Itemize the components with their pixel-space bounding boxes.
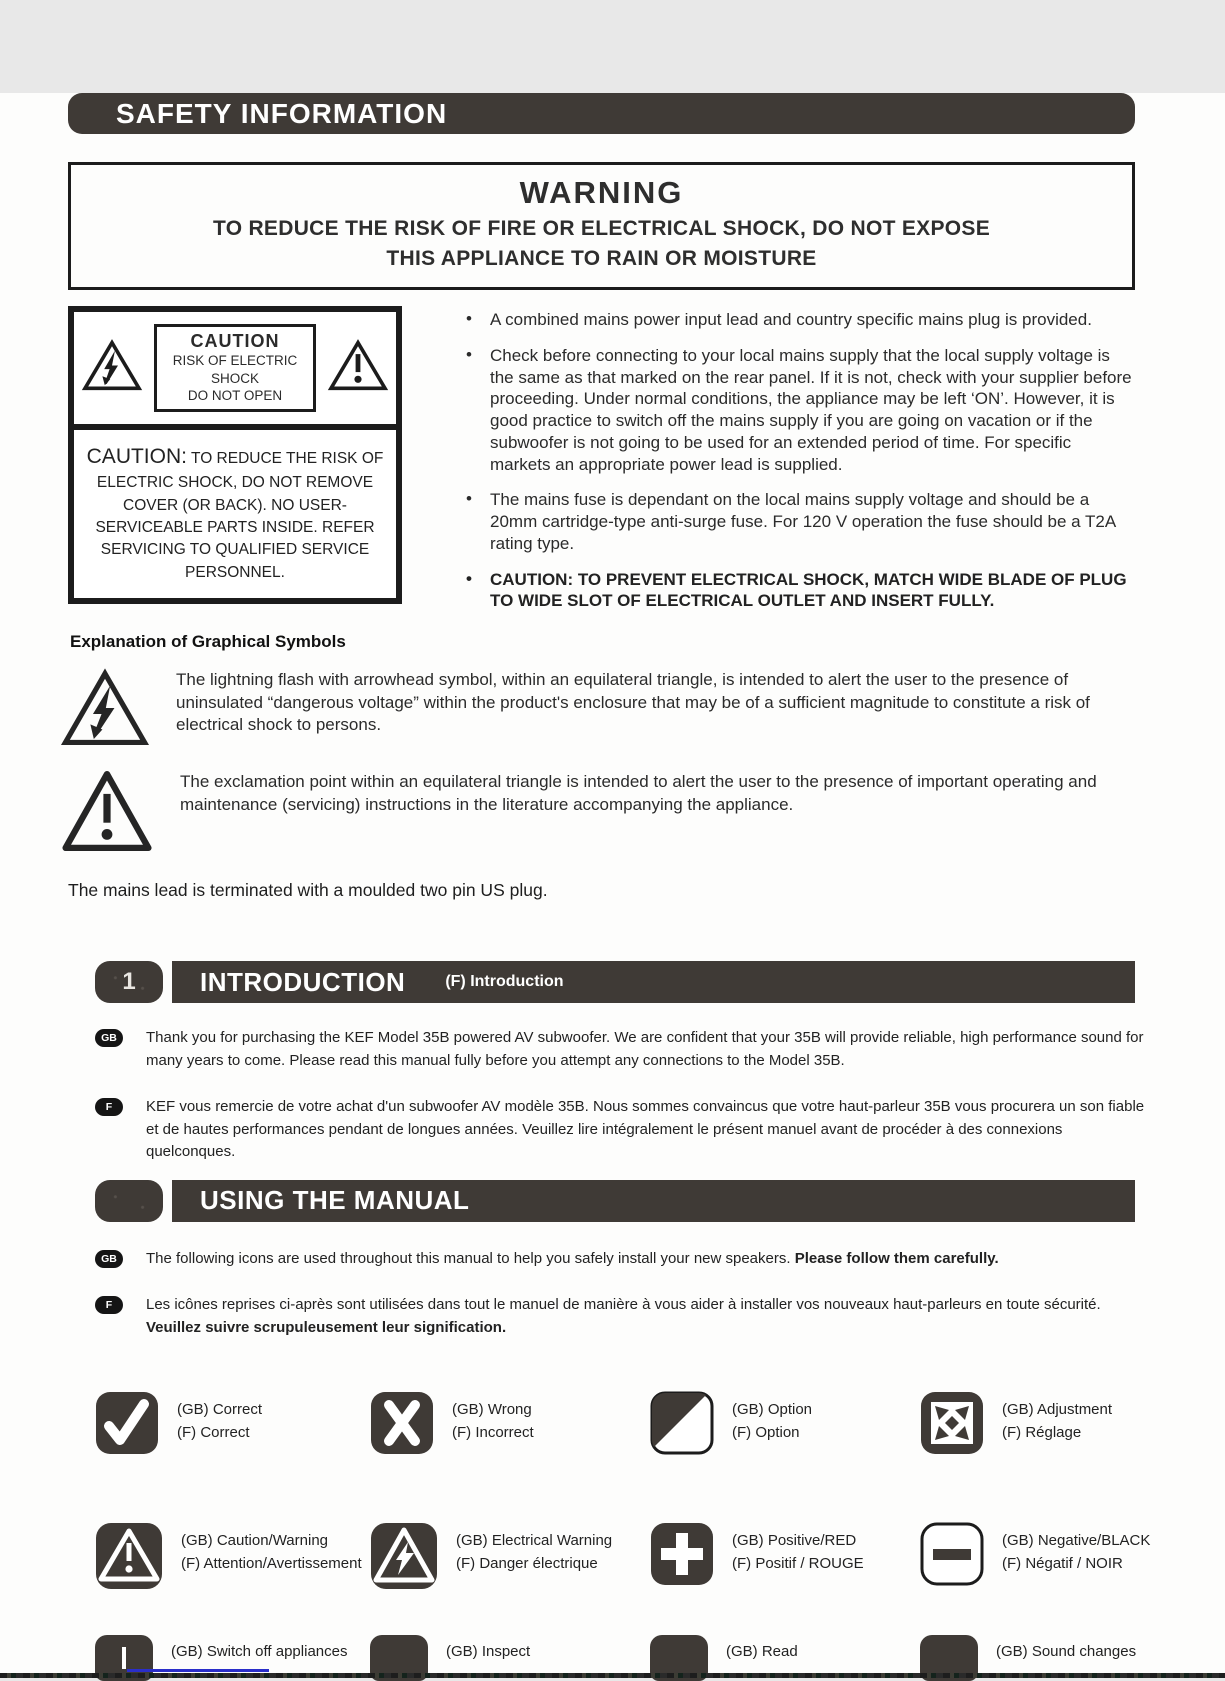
exclamation-triangle-icon <box>62 769 152 858</box>
legend-label-f: (F) Danger électrique <box>456 1554 598 1572</box>
icon-legend-row <box>95 1522 1195 1595</box>
using-gb-text: The following icons are used throughout this manual to help you safely install your new speakers. Please follow them carefully. <box>146 1249 999 1267</box>
legend-label-f: (F) Correct <box>177 1423 250 1441</box>
caution-inner-line: RISK OF ELECTRIC <box>172 353 298 368</box>
exclamation-symbol-row <box>62 769 1145 858</box>
safety-bullet-list <box>458 306 1135 626</box>
legend-label-gb: (GB) Sound changes <box>996 1643 1137 1660</box>
icon-legend-row <box>95 1391 1195 1460</box>
legend-label-gb: (GB) Caution/Warning <box>181 1532 328 1549</box>
page-title: SAFETY INFORMATION <box>116 98 448 129</box>
bullet-item-caution: • CAUTION: TO PREVENT ELECTRICAL SHOCK, MATCH WIDE BLADE OF PLUG TO WIDE SLOT OF ELECTRICAL OUTLET AND INSERT FULLY. <box>458 569 1135 613</box>
adjustment-icon <box>920 1391 984 1460</box>
legend-item-option <box>650 1391 920 1460</box>
manual-page <box>0 93 1225 1678</box>
lightning-triangle-icon <box>82 338 142 398</box>
intro-f-paragraph <box>95 1096 1155 1164</box>
legend-label-gb: (GB) Wrong <box>452 1401 532 1418</box>
legend-item-adjustment <box>920 1391 1195 1460</box>
legend-item-negative <box>920 1522 1195 1595</box>
exclamation-symbol-text: The exclamation point within an equilateral triangle is intended to alert the user to the presence of important operating and maintenance (servicing) instructions in the literature accompanying the appliance. <box>180 772 1097 814</box>
legend-label-gb: (GB) Option <box>732 1401 813 1418</box>
legend-label-gb: (GB) Adjustment <box>1002 1401 1113 1418</box>
check-icon <box>95 1391 159 1460</box>
introduction-bar <box>172 961 1135 1003</box>
legend-item-caution-warning <box>95 1522 370 1595</box>
using-f-text: Les icônes reprises ci-après sont utilisées dans tout le manuel de manière à vous aider à installer vos nouveaux haut-parleurs en toute sécurité. Veuillez suivre scrupuleusement leur signification. <box>146 1296 1101 1336</box>
exclamation-triangle-icon <box>328 338 388 398</box>
legend-label-f: (F) Négatif / NOIR <box>1002 1554 1123 1572</box>
legend-label-f: (F) Option <box>732 1423 800 1441</box>
lightning-symbol-row <box>62 667 1145 754</box>
f-badge: F <box>95 1296 123 1314</box>
intro-f-text: KEF vous remercie de votre achat d'un subwoofer AV modèle 35B. Nous sommes convaincus que votre haut-parleur 35B vous procurera un son fiable et de hautes performances pendant de longues années. Veuillez lire intégralement le présent manuel avant de procéder à des connexions quelconques. <box>146 1098 1145 1160</box>
introduction-subtitle: (F) Introduction <box>445 973 564 990</box>
legend-label-gb: (GB) Negative/BLACK <box>1002 1532 1151 1549</box>
legend-label-gb: (GB) Positive/RED <box>732 1532 857 1549</box>
bullet-item: • A combined mains power input lead and country specific mains plug is provided. <box>458 309 1135 331</box>
caution-inner-line: DO NOT OPEN <box>187 388 283 404</box>
legend-item-positive <box>650 1522 920 1595</box>
using-manual-bar <box>172 1180 1135 1222</box>
symbols-heading: Explanation of Graphical Symbols <box>70 632 346 651</box>
caution-label-box <box>68 306 402 604</box>
caution-inner-line: SHOCK <box>210 370 259 386</box>
section-number-badge: 1 <box>95 961 163 1003</box>
f-badge: F <box>95 1098 123 1116</box>
using-gb-paragraph <box>95 1248 1155 1271</box>
legend-label-gb: (GB) Inspect <box>446 1643 531 1660</box>
cross-icon <box>370 1391 434 1460</box>
bullet-item: • Check before connecting to your local mains supply that the local supply voltage is the same as that marked on the rear panel. If it is not, check with your supplier before proceeding. Under normal conditions, the appliance may be left ‘ON’. However, it is good practice to switch off the mains supply if you are going on vacation or if the subwoofer is not going to be used for an extended period of time. For specific markets an appropriate power lead is supplied. <box>458 345 1135 476</box>
using-f-paragraph <box>95 1294 1155 1339</box>
legend-label-gb: (GB) Read <box>726 1643 798 1660</box>
scan-blue-line-artifact <box>127 1669 269 1672</box>
electrical-warning-icon <box>370 1522 438 1595</box>
using-manual-title: USING THE MANUAL <box>200 1185 470 1215</box>
option-icon <box>650 1391 714 1460</box>
section-number-badge <box>95 1180 163 1222</box>
bullet-item: • The mains fuse is dependant on the local mains supply voltage and should be a 20mm cartridge-type anti-surge fuse. For 120 V operation the fuse should be a T2A rating type. <box>458 489 1135 554</box>
legend-label-f: (F) Incorrect <box>452 1423 534 1441</box>
caution-lower-title: CAUTION: <box>86 444 187 468</box>
lightning-triangle-icon <box>62 667 148 754</box>
caution-inner-box <box>154 324 316 412</box>
introduction-section-header <box>95 961 1135 1003</box>
legend-label-gb: (GB) Correct <box>177 1401 263 1418</box>
legend-label-gb: (GB) Electrical Warning <box>456 1532 613 1549</box>
caution-warning-icon <box>95 1522 163 1595</box>
warning-box <box>68 162 1135 290</box>
using-manual-section-header <box>95 1180 1135 1222</box>
introduction-title: INTRODUCTION <box>200 966 406 997</box>
safety-information-header <box>68 93 1135 134</box>
legend-label-f: (F) Attention/Avertissement <box>181 1554 362 1572</box>
caution-inner-title: CAUTION <box>190 331 280 351</box>
legend-item-correct <box>95 1391 370 1460</box>
intro-gb-paragraph <box>95 1027 1155 1072</box>
legend-label-f: (F) Réglage <box>1002 1423 1082 1441</box>
mains-lead-note: The mains lead is terminated with a moulded two pin US plug. <box>68 880 548 900</box>
lightning-symbol-text: The lightning flash with arrowhead symbol, within an equilateral triangle, is intended to alert the user to the presence of uninsulated “dangerous voltage” within the product's enclosure that may be of a sufficient magnitude to constitute a risk of electrical shock to persons. <box>176 670 1090 735</box>
gb-badge: GB <box>95 1250 123 1268</box>
positive-icon <box>650 1522 714 1591</box>
warning-line: TO REDUCE THE RISK OF FIRE OR ELECTRICAL SHOCK, DO NOT EXPOSE <box>212 217 991 240</box>
gb-badge: GB <box>95 1029 123 1047</box>
negative-icon <box>920 1522 984 1591</box>
intro-gb-text: Thank you for purchasing the KEF Model 35B powered AV subwoofer. We are confident that your 35B will provide reliable, high performance sound for many years to come. Please read this manual fully before you attempt any connections to the Model 35B. <box>146 1029 1144 1069</box>
legend-item-wrong <box>370 1391 650 1460</box>
legend-item-electrical-warning <box>370 1522 650 1595</box>
warning-title: WARNING <box>519 175 684 210</box>
caution-lower-text: CAUTION: TO REDUCE THE RISK OF ELECTRIC SHOCK, DO NOT REMOVE COVER (OR BACK). NO USER-SERVICEABLE PARTS INSIDE. REFER SERVICING TO QUALIFIED SERVICE PERSONNEL. <box>86 444 384 581</box>
legend-label-f: (F) Positif / ROUGE <box>732 1554 864 1572</box>
warning-line: THIS APPLIANCE TO RAIN OR MOISTURE <box>386 247 817 270</box>
scan-noise-band <box>0 1673 1225 1678</box>
legend-label-gb: (GB) Switch off appliances <box>171 1643 348 1660</box>
